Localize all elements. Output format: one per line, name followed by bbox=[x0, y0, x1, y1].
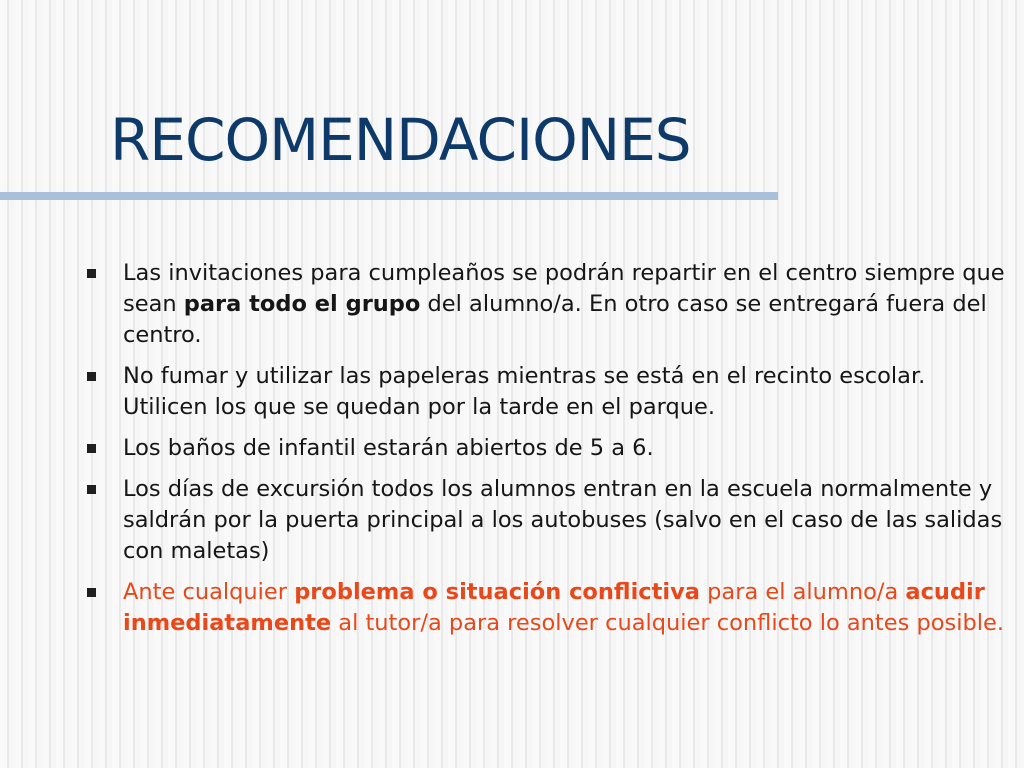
bullet-text bbox=[123, 433, 1005, 464]
bullet-text-bold: para todo el grupo bbox=[183, 291, 421, 317]
bullet-list bbox=[85, 258, 1005, 649]
slide-title: RECOMENDACIONES bbox=[110, 106, 691, 174]
bullet-item-invitations bbox=[85, 258, 1005, 351]
bullet-text-segment: Los baños de infantil estarán abiertos de 5 a 6. bbox=[123, 435, 654, 461]
bullet-text bbox=[123, 361, 1005, 423]
square-bullet-icon bbox=[87, 485, 96, 494]
bullet-text-segment: Ante cualquier bbox=[123, 579, 295, 605]
bullet-text bbox=[123, 474, 1005, 567]
bullet-text-segment: al tutor/a para resolver cualquier conflicto lo antes posible. bbox=[331, 610, 1005, 636]
bullet-text-segment: para el alumno/a bbox=[699, 579, 906, 605]
square-bullet-icon bbox=[87, 372, 96, 381]
title-underline bbox=[0, 192, 778, 200]
square-bullet-icon bbox=[87, 269, 96, 278]
bullet-text-segment: No fumar y utilizar las papeleras mientras se está en el recinto escolar. Utilicen los que se quedan por la tarde en el parque. bbox=[123, 363, 926, 420]
bullet-text bbox=[123, 577, 1005, 639]
bullet-text-segment: Los días de excursión todos los alumnos entran en la escuela normalmente y saldrán por la puerta principal a los autobuses (salvo en el caso de las salidas con maletas) bbox=[123, 476, 1003, 564]
bullet-text-bold: acudir inmediatamente bbox=[123, 579, 985, 636]
square-bullet-icon bbox=[87, 444, 96, 453]
bullet-text-segment: del alumno/a. En otro caso se entregará fuera del centro. bbox=[123, 291, 987, 348]
bullet-text-bold: problema o situación conflictiva bbox=[294, 579, 700, 605]
bullet-item-excursions bbox=[85, 474, 1005, 567]
bullet-text bbox=[123, 258, 1005, 351]
bullet-text-segment: Las invitaciones para cumpleaños se podrán repartir en el centro siempre que sean bbox=[123, 260, 1005, 317]
bullet-item-conflicts bbox=[85, 577, 1005, 639]
square-bullet-icon bbox=[87, 588, 96, 597]
bullet-item-no-smoking bbox=[85, 361, 1005, 423]
bullet-item-bathrooms bbox=[85, 433, 1005, 464]
